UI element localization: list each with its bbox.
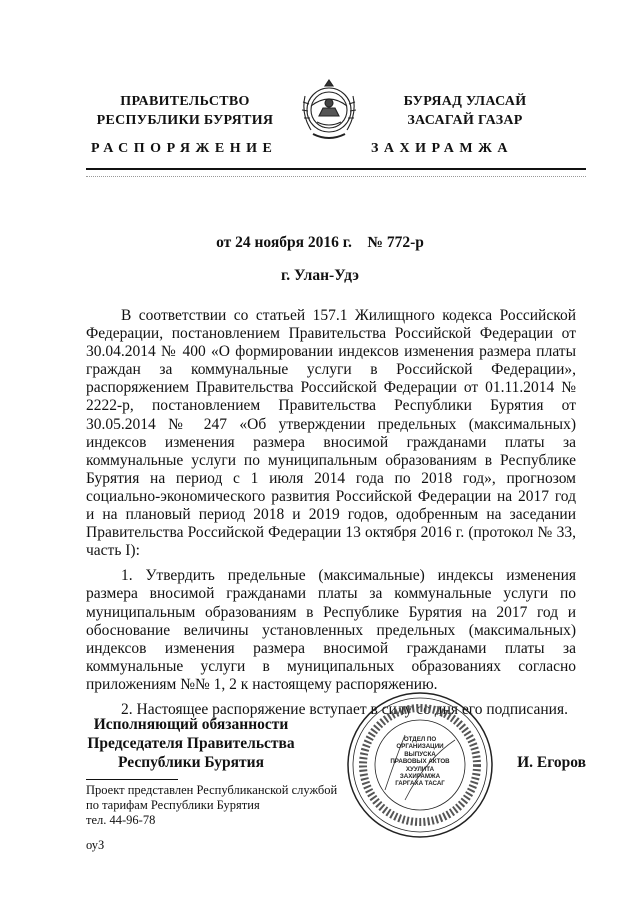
government-name-ru-line1: ПРАВИТЕЛЬСТВО: [120, 94, 250, 109]
signatory-title-line2: Председателя Правительства: [87, 735, 295, 752]
executor-note-line1: Проект представлен Республиканской службой: [86, 783, 338, 797]
footer-divider: [86, 779, 178, 780]
stamp-inner-text: ОТДЕЛ ПО ОРГАНИЗАЦИИ ВЫПУСКА ПРАВОВЫХ АКТОВ ХУУЛИТА ЗАХИРАМЖА ГАРГАХА ТАСАГ: [390, 736, 450, 788]
header-divider-thick: [86, 168, 586, 170]
signatory-title-line1: Исполняющий обязанности: [93, 716, 289, 733]
executor-note: [86, 783, 386, 853]
executor-phone: тел. 44-96-78: [86, 813, 156, 827]
coat-of-arms-emblem: [297, 76, 361, 144]
header-divider-dotted: [86, 176, 586, 177]
document-code: оуЗ: [86, 838, 105, 852]
government-name-ru-line2: РЕСПУБЛИКИ БУРЯТИЯ: [96, 113, 274, 128]
document-body: [86, 307, 576, 719]
doc-type-ru: РАСПОРЯЖЕНИЕ: [91, 141, 278, 156]
government-name-bua: [375, 92, 555, 130]
signatory-name: И. Егоров: [517, 754, 586, 771]
executor-note-line2: по тарифам Республики Бурятия: [86, 798, 260, 812]
item-2-paragraph: 2. Настоящее распоряжение вступает в силу со дня его подписания.: [121, 700, 568, 718]
government-name-bua-line1: БУРЯАД УЛАСАЙ: [403, 94, 527, 109]
preamble-paragraph: В соответствии со статьей 157.1 Жилищного кодекса Российской Федерации, постановлением Правительства Российской Федерации от 30.04.2014 № 400 «О формировании индексов изменения размера платы граждан за коммунальные услуги в Российской Федерации», распоряжением Правительства Российской Федерации от 01.11.2014 № 2222-р, постановлением Правительства Республики Бурятия от 30.05.2014 № 247 «Об утверждении предельных (максимальных) индексов изменения размера вносимой гражданами платы за коммунальные услуги по муниципальным образованиям в Республике Бурятия на период с 1 июля 2014 года по 2018 год», прогнозом социально-экономического развития Российской Федерации на 2017 год и на плановый период 2018 и 2019 годов, одобренным на заседании Правительства Российской Федерации 13 октября 2016 г. (протокол № 33, часть I):: [86, 307, 576, 560]
signatory-title-line3: Республики Бурятия: [118, 754, 264, 771]
signatory-title: [76, 715, 306, 772]
government-name-ru: [90, 92, 280, 130]
item-1-paragraph: 1. Утвердить предельные (максимальные) индексы изменения размера вносимой гражданами платы за коммунальные услуги по муниципальным образованиям в Республике Бурятия на 2017 год и обоснование величины установленных предельных (максимальных) индексов изменения размера вносимой гражданами платы за коммунальные услуги в муниципальных образованиях согласно приложениям №№ 1, 2 к настоящему распоряжению.: [86, 567, 576, 693]
date-number: от 24 ноября 2016 г. № 772-р: [216, 234, 424, 251]
doc-type-bua: ЗАХИРАМЖА: [371, 141, 514, 156]
city: г. Улан-Удэ: [280, 267, 359, 284]
government-name-bua-line2: ЗАСАГАЙ ГАЗАР: [407, 113, 523, 128]
